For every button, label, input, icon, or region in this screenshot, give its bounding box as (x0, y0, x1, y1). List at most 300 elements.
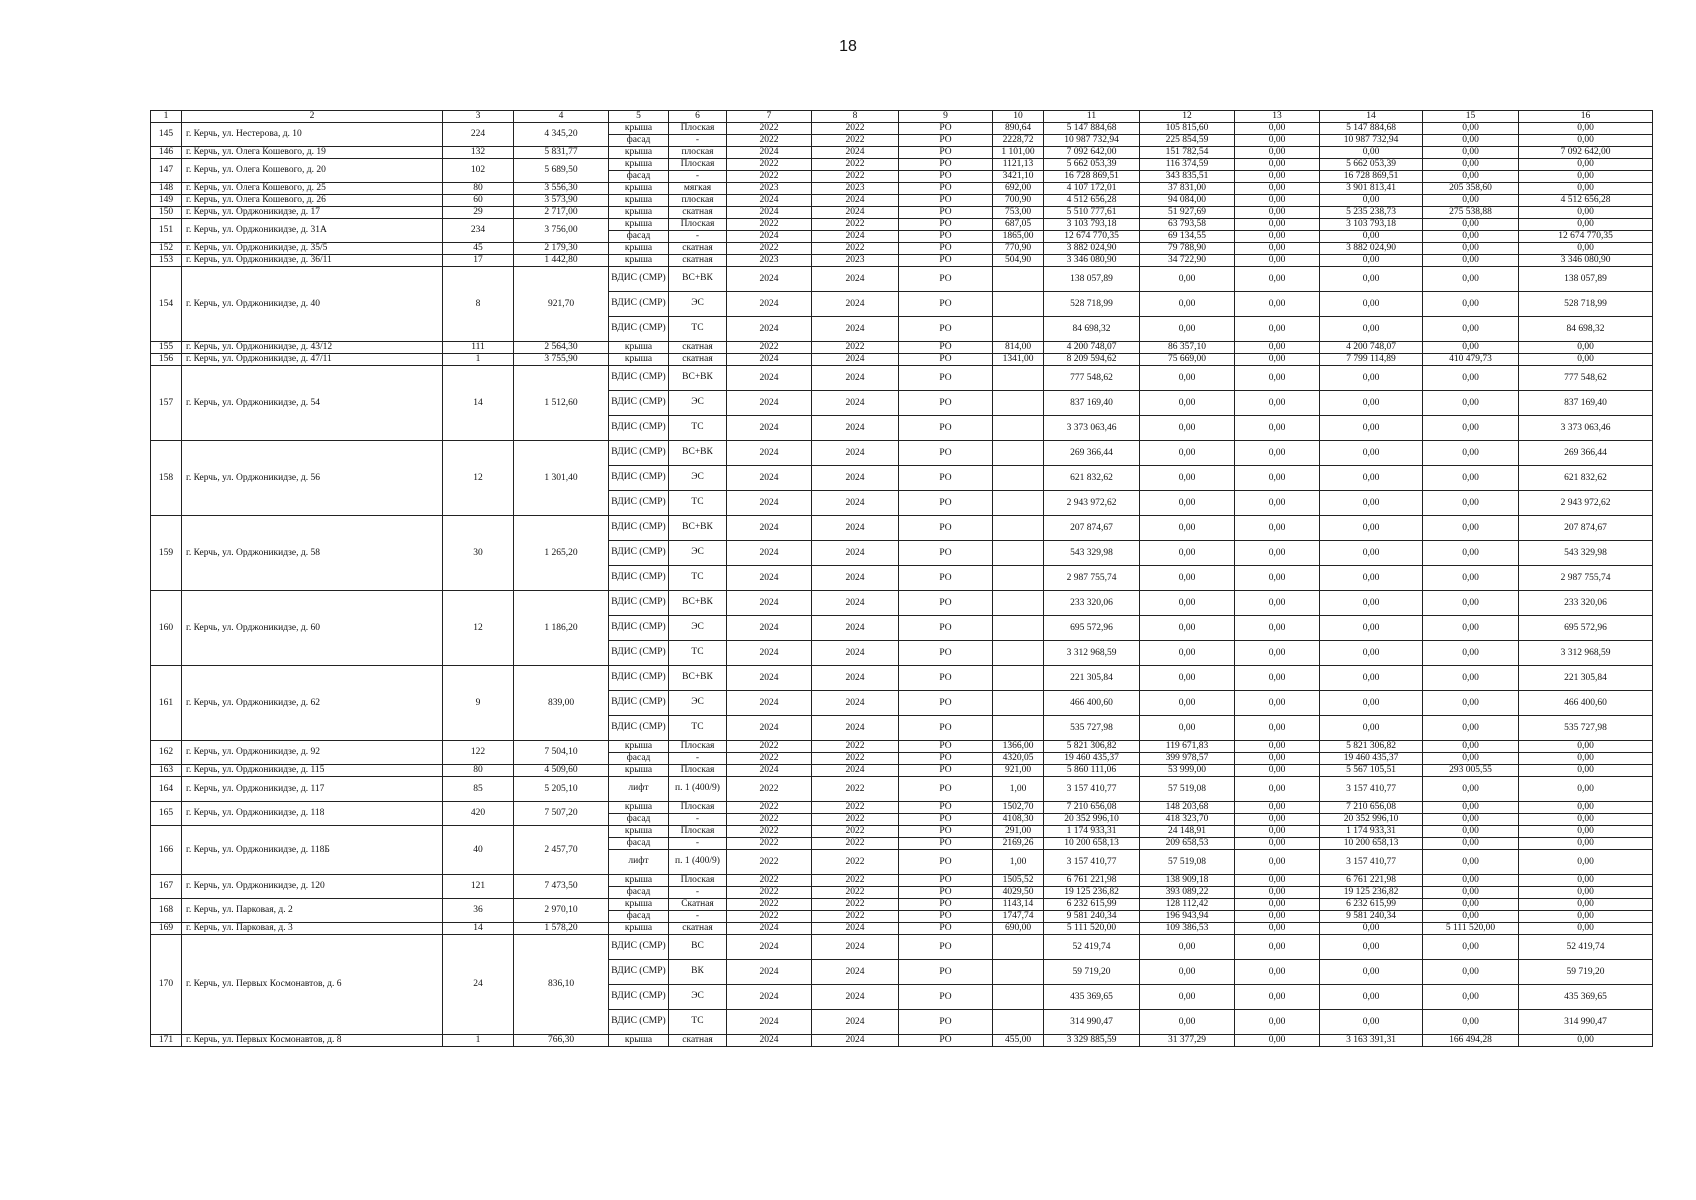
col13-cell: 0,00 (1235, 1010, 1320, 1035)
col15-cell: 0,00 (1423, 292, 1519, 317)
col16-cell: 0,00 (1519, 171, 1653, 183)
year-start-cell: 2022 (727, 826, 812, 838)
area-cell: 1 186,20 (514, 591, 609, 666)
roof-type-cell: ЭС (669, 541, 727, 566)
funding-source-cell: РО (899, 231, 993, 243)
col13-cell: 0,00 (1235, 666, 1320, 691)
col14-cell: 0,00 (1320, 516, 1423, 541)
row-number-cell: 151 (151, 219, 182, 243)
roof-type-cell: - (669, 171, 727, 183)
volume-cell: 504,90 (993, 255, 1044, 267)
col13-cell: 0,00 (1235, 292, 1320, 317)
col16-cell: 0,00 (1519, 899, 1653, 911)
col16-cell: 621 832,62 (1519, 466, 1653, 491)
col15-cell: 0,00 (1423, 666, 1519, 691)
table-row (151, 267, 1653, 292)
address-cell: г. Керчь, ул. Орджоникидзе, д. 115 (182, 765, 443, 777)
work-type-cell: крыша (609, 741, 669, 753)
area-cell: 3 556,30 (514, 183, 609, 195)
col15-cell: 166 494,28 (1423, 1035, 1519, 1047)
address-cell: г. Керчь, ул. Орджоникидзе, д. 54 (182, 366, 443, 441)
area-cell: 1 301,40 (514, 441, 609, 516)
total-cost-cell: 4 107 172,01 (1044, 183, 1140, 195)
col15-cell: 0,00 (1423, 416, 1519, 441)
volume-cell (993, 960, 1044, 985)
col16-cell: 3 312 968,59 (1519, 641, 1653, 666)
work-type-cell: фасад (609, 814, 669, 826)
year-start-cell: 2023 (727, 183, 812, 195)
volume-cell: 921,00 (993, 765, 1044, 777)
year-start-cell: 2024 (727, 195, 812, 207)
table-row (151, 354, 1653, 366)
roof-type-cell: Плоская (669, 219, 727, 231)
col16-cell: 0,00 (1519, 741, 1653, 753)
roof-type-cell: плоская (669, 195, 727, 207)
col14-cell: 0,00 (1320, 292, 1423, 317)
col14-cell: 5 147 884,68 (1320, 123, 1423, 135)
col16-cell: 314 990,47 (1519, 1010, 1653, 1035)
area-cell: 5 205,10 (514, 777, 609, 802)
year-end-cell: 2024 (812, 691, 899, 716)
year-start-cell: 2024 (727, 691, 812, 716)
col12-cell: 418 323,70 (1140, 814, 1235, 826)
col16-cell: 0,00 (1519, 354, 1653, 366)
funding-source-cell: РО (899, 354, 993, 366)
col12-cell: 0,00 (1140, 616, 1235, 641)
column-header-4: 4 (514, 111, 609, 123)
area-cell: 3 755,90 (514, 354, 609, 366)
roof-type-cell: ВК (669, 960, 727, 985)
year-end-cell: 2022 (812, 171, 899, 183)
col12-cell: 148 203,68 (1140, 802, 1235, 814)
col12-cell: 105 815,60 (1140, 123, 1235, 135)
col14-cell: 0,00 (1320, 441, 1423, 466)
col13-cell: 0,00 (1235, 741, 1320, 753)
year-end-cell: 2022 (812, 887, 899, 899)
roof-type-cell: ЭС (669, 985, 727, 1010)
volume-cell (993, 716, 1044, 741)
funding-source-cell: РО (899, 516, 993, 541)
col15-cell: 0,00 (1423, 267, 1519, 292)
col13-cell: 0,00 (1235, 342, 1320, 354)
volume-cell: 753,00 (993, 207, 1044, 219)
col12-cell: 0,00 (1140, 466, 1235, 491)
year-end-cell: 2022 (812, 741, 899, 753)
year-end-cell: 2022 (812, 135, 899, 147)
apartments-count-cell: 122 (443, 741, 514, 765)
total-cost-cell: 3 157 410,77 (1044, 850, 1140, 875)
column-header-7: 7 (727, 111, 812, 123)
volume-cell (993, 985, 1044, 1010)
col16-cell: 0,00 (1519, 207, 1653, 219)
row-number-cell: 165 (151, 802, 182, 826)
work-type-cell: ВДИС (СМР) (609, 441, 669, 466)
year-start-cell: 2024 (727, 231, 812, 243)
apartments-count-cell: 40 (443, 826, 514, 875)
table-row (151, 255, 1653, 267)
total-cost-cell: 8 209 594,62 (1044, 354, 1140, 366)
work-type-cell: ВДИС (СМР) (609, 391, 669, 416)
col15-cell: 0,00 (1423, 135, 1519, 147)
work-type-cell: крыша (609, 183, 669, 195)
col12-cell: 57 519,08 (1140, 850, 1235, 875)
total-cost-cell: 4 512 656,28 (1044, 195, 1140, 207)
col12-cell: 343 835,51 (1140, 171, 1235, 183)
year-end-cell: 2022 (812, 899, 899, 911)
col14-cell: 3 901 813,41 (1320, 183, 1423, 195)
work-type-cell: фасад (609, 135, 669, 147)
volume-cell: 2169,26 (993, 838, 1044, 850)
work-type-cell: ВДИС (СМР) (609, 292, 669, 317)
apartments-count-cell: 60 (443, 195, 514, 207)
year-end-cell: 2022 (812, 838, 899, 850)
area-cell: 1 512,60 (514, 366, 609, 441)
area-cell: 7 504,10 (514, 741, 609, 765)
roof-type-cell: ВС+ВК (669, 666, 727, 691)
roof-type-cell: ТС (669, 566, 727, 591)
col12-cell: 53 999,00 (1140, 765, 1235, 777)
roof-type-cell: ТС (669, 491, 727, 516)
volume-cell (993, 566, 1044, 591)
year-start-cell: 2024 (727, 267, 812, 292)
column-header-8: 8 (812, 111, 899, 123)
col13-cell: 0,00 (1235, 207, 1320, 219)
col15-cell: 5 111 520,00 (1423, 923, 1519, 935)
header-row (151, 111, 1653, 123)
volume-cell: 1,00 (993, 850, 1044, 875)
roof-type-cell: - (669, 887, 727, 899)
address-cell: г. Керчь, ул. Олега Кошевого, д. 26 (182, 195, 443, 207)
year-start-cell: 2024 (727, 441, 812, 466)
year-start-cell: 2022 (727, 838, 812, 850)
roof-type-cell: Плоская (669, 123, 727, 135)
year-end-cell: 2022 (812, 777, 899, 802)
column-header-6: 6 (669, 111, 727, 123)
col15-cell: 275 538,88 (1423, 207, 1519, 219)
apartments-count-cell: 121 (443, 875, 514, 899)
volume-cell: 1341,00 (993, 354, 1044, 366)
work-type-cell: крыша (609, 875, 669, 887)
row-number-cell: 154 (151, 267, 182, 342)
roof-type-cell: скатная (669, 923, 727, 935)
year-end-cell: 2024 (812, 923, 899, 935)
col14-cell: 0,00 (1320, 147, 1423, 159)
col12-cell: 116 374,59 (1140, 159, 1235, 171)
address-cell: г. Керчь, ул. Орджоникидзе, д. 117 (182, 777, 443, 802)
total-cost-cell: 3 373 063,46 (1044, 416, 1140, 441)
year-start-cell: 2022 (727, 219, 812, 231)
col16-cell: 0,00 (1519, 219, 1653, 231)
table-row (151, 207, 1653, 219)
col15-cell: 0,00 (1423, 1010, 1519, 1035)
col12-cell: 0,00 (1140, 716, 1235, 741)
year-end-cell: 2024 (812, 616, 899, 641)
funding-source-cell: РО (899, 159, 993, 171)
work-type-cell: крыша (609, 765, 669, 777)
column-header-11: 11 (1044, 111, 1140, 123)
work-type-cell: ВДИС (СМР) (609, 591, 669, 616)
col13-cell: 0,00 (1235, 441, 1320, 466)
year-start-cell: 2022 (727, 171, 812, 183)
col15-cell: 0,00 (1423, 255, 1519, 267)
volume-cell: 770,90 (993, 243, 1044, 255)
year-start-cell: 2024 (727, 1010, 812, 1035)
col15-cell: 0,00 (1423, 231, 1519, 243)
area-cell: 7 473,50 (514, 875, 609, 899)
roof-type-cell: ВС+ВК (669, 267, 727, 292)
col16-cell: 0,00 (1519, 753, 1653, 765)
col12-cell: 196 943,94 (1140, 911, 1235, 923)
work-type-cell: ВДИС (СМР) (609, 466, 669, 491)
year-end-cell: 2022 (812, 243, 899, 255)
work-type-cell: фасад (609, 887, 669, 899)
address-cell: г. Керчь, ул. Орджоникидзе, д. 118Б (182, 826, 443, 875)
col16-cell: 3 346 080,90 (1519, 255, 1653, 267)
address-cell: г. Керчь, ул. Орджоникидзе, д. 17 (182, 207, 443, 219)
col13-cell: 0,00 (1235, 753, 1320, 765)
year-start-cell: 2024 (727, 416, 812, 441)
col16-cell: 269 366,44 (1519, 441, 1653, 466)
total-cost-cell: 5 510 777,61 (1044, 207, 1140, 219)
col13-cell: 0,00 (1235, 591, 1320, 616)
table-body (151, 123, 1653, 1047)
year-start-cell: 2024 (727, 935, 812, 960)
col15-cell: 0,00 (1423, 342, 1519, 354)
col16-cell: 7 092 642,00 (1519, 147, 1653, 159)
col12-cell: 225 854,59 (1140, 135, 1235, 147)
volume-cell: 291,00 (993, 826, 1044, 838)
funding-source-cell: РО (899, 243, 993, 255)
volume-cell: 1502,70 (993, 802, 1044, 814)
volume-cell: 814,00 (993, 342, 1044, 354)
col15-cell: 410 479,73 (1423, 354, 1519, 366)
volume-cell (993, 491, 1044, 516)
col15-cell: 0,00 (1423, 171, 1519, 183)
col15-cell: 0,00 (1423, 850, 1519, 875)
funding-source-cell: РО (899, 826, 993, 838)
year-end-cell: 2024 (812, 317, 899, 342)
col16-cell: 12 674 770,35 (1519, 231, 1653, 243)
volume-cell (993, 317, 1044, 342)
col12-cell: 51 927,69 (1140, 207, 1235, 219)
funding-source-cell: РО (899, 1035, 993, 1047)
address-cell: г. Керчь, ул. Парковая, д. 2 (182, 899, 443, 923)
col14-cell: 0,00 (1320, 391, 1423, 416)
col12-cell: 119 671,83 (1140, 741, 1235, 753)
col14-cell: 7 210 656,08 (1320, 802, 1423, 814)
address-cell: г. Керчь, ул. Орджоникидзе, д. 47/11 (182, 354, 443, 366)
funding-source-cell: РО (899, 887, 993, 899)
col13-cell: 0,00 (1235, 541, 1320, 566)
funding-source-cell: РО (899, 317, 993, 342)
col12-cell: 63 793,58 (1140, 219, 1235, 231)
col13-cell: 0,00 (1235, 716, 1320, 741)
total-cost-cell: 84 698,32 (1044, 317, 1140, 342)
roof-type-cell: Плоская (669, 159, 727, 171)
col13-cell: 0,00 (1235, 985, 1320, 1010)
volume-cell (993, 641, 1044, 666)
row-number-cell: 169 (151, 923, 182, 935)
year-start-cell: 2024 (727, 292, 812, 317)
col12-cell: 0,00 (1140, 366, 1235, 391)
year-end-cell: 2022 (812, 814, 899, 826)
apartments-count-cell: 111 (443, 342, 514, 354)
col14-cell: 0,00 (1320, 591, 1423, 616)
col16-cell: 207 874,67 (1519, 516, 1653, 541)
col13-cell: 0,00 (1235, 850, 1320, 875)
year-start-cell: 2024 (727, 207, 812, 219)
total-cost-cell: 528 718,99 (1044, 292, 1140, 317)
year-end-cell: 2024 (812, 960, 899, 985)
year-start-cell: 2024 (727, 765, 812, 777)
roof-type-cell: Плоская (669, 802, 727, 814)
apartments-count-cell: 1 (443, 354, 514, 366)
row-number-cell: 146 (151, 147, 182, 159)
work-type-cell: крыша (609, 243, 669, 255)
area-cell: 1 578,20 (514, 923, 609, 935)
funding-source-cell: РО (899, 814, 993, 826)
funding-source-cell: РО (899, 899, 993, 911)
volume-cell: 700,90 (993, 195, 1044, 207)
col15-cell: 0,00 (1423, 219, 1519, 231)
year-end-cell: 2022 (812, 911, 899, 923)
funding-source-cell: РО (899, 741, 993, 753)
col15-cell: 0,00 (1423, 741, 1519, 753)
work-type-cell: крыша (609, 159, 669, 171)
work-type-cell: крыша (609, 123, 669, 135)
address-cell: г. Керчь, ул. Орджоникидзе, д. 120 (182, 875, 443, 899)
year-start-cell: 2024 (727, 541, 812, 566)
col12-cell: 0,00 (1140, 541, 1235, 566)
col16-cell: 52 419,74 (1519, 935, 1653, 960)
column-header-9: 9 (899, 111, 993, 123)
total-cost-cell: 52 419,74 (1044, 935, 1140, 960)
col12-cell: 31 377,29 (1140, 1035, 1235, 1047)
col16-cell: 435 369,65 (1519, 985, 1653, 1010)
col15-cell: 0,00 (1423, 826, 1519, 838)
row-number-cell: 149 (151, 195, 182, 207)
total-cost-cell: 2 987 755,74 (1044, 566, 1140, 591)
volume-cell (993, 267, 1044, 292)
col16-cell: 0,00 (1519, 342, 1653, 354)
year-end-cell: 2024 (812, 231, 899, 243)
row-number-cell: 171 (151, 1035, 182, 1047)
area-cell: 5 689,50 (514, 159, 609, 183)
volume-cell: 1,00 (993, 777, 1044, 802)
col16-cell: 84 698,32 (1519, 317, 1653, 342)
col14-cell: 19 460 435,37 (1320, 753, 1423, 765)
volume-cell: 3421,10 (993, 171, 1044, 183)
address-cell: г. Керчь, ул. Первых Космонавтов, д. 6 (182, 935, 443, 1035)
address-cell: г. Керчь, ул. Орджоникидзе, д. 35/5 (182, 243, 443, 255)
col12-cell: 0,00 (1140, 1010, 1235, 1035)
col15-cell: 0,00 (1423, 802, 1519, 814)
address-cell: г. Керчь, ул. Первых Космонавтов, д. 8 (182, 1035, 443, 1047)
year-start-cell: 2022 (727, 850, 812, 875)
roof-type-cell: Плоская (669, 765, 727, 777)
volume-cell (993, 666, 1044, 691)
year-start-cell: 2023 (727, 255, 812, 267)
year-end-cell: 2024 (812, 366, 899, 391)
row-number-cell: 156 (151, 354, 182, 366)
funding-source-cell: РО (899, 566, 993, 591)
column-header-14: 14 (1320, 111, 1423, 123)
col14-cell: 3 882 024,90 (1320, 243, 1423, 255)
volume-cell: 2228,72 (993, 135, 1044, 147)
roof-type-cell: ТС (669, 1010, 727, 1035)
year-end-cell: 2022 (812, 753, 899, 765)
table-row (151, 195, 1653, 207)
col15-cell: 0,00 (1423, 691, 1519, 716)
col16-cell: 0,00 (1519, 183, 1653, 195)
work-type-cell: крыша (609, 899, 669, 911)
col15-cell: 0,00 (1423, 441, 1519, 466)
work-type-cell: ВДИС (СМР) (609, 641, 669, 666)
work-type-cell: ВДИС (СМР) (609, 416, 669, 441)
col16-cell: 0,00 (1519, 814, 1653, 826)
row-number-cell: 145 (151, 123, 182, 147)
col13-cell: 0,00 (1235, 641, 1320, 666)
total-cost-cell: 7 092 642,00 (1044, 147, 1140, 159)
roof-type-cell: - (669, 814, 727, 826)
funding-source-cell: РО (899, 935, 993, 960)
funding-source-cell: РО (899, 441, 993, 466)
col14-cell: 3 103 793,18 (1320, 219, 1423, 231)
apartments-count-cell: 80 (443, 183, 514, 195)
total-cost-cell: 5 821 306,82 (1044, 741, 1140, 753)
roof-type-cell: п. 1 (400/9) (669, 850, 727, 875)
year-start-cell: 2024 (727, 985, 812, 1010)
row-number-cell: 153 (151, 255, 182, 267)
area-cell: 2 179,30 (514, 243, 609, 255)
col16-cell: 0,00 (1519, 911, 1653, 923)
work-type-cell: крыша (609, 826, 669, 838)
col13-cell: 0,00 (1235, 416, 1320, 441)
row-number-cell: 150 (151, 207, 182, 219)
funding-source-cell: РО (899, 135, 993, 147)
total-cost-cell: 5 860 111,06 (1044, 765, 1140, 777)
work-type-cell: крыша (609, 923, 669, 935)
row-number-cell: 155 (151, 342, 182, 354)
year-start-cell: 2022 (727, 899, 812, 911)
total-cost-cell: 233 320,06 (1044, 591, 1140, 616)
roof-type-cell: ЭС (669, 616, 727, 641)
row-number-cell: 162 (151, 741, 182, 765)
total-cost-cell: 9 581 240,34 (1044, 911, 1140, 923)
col12-cell: 0,00 (1140, 666, 1235, 691)
address-cell: г. Керчь, ул. Орджоникидзе, д. 62 (182, 666, 443, 741)
address-cell: г. Керчь, ул. Орджоникидзе, д. 92 (182, 741, 443, 765)
roof-type-cell: ВС+ВК (669, 591, 727, 616)
area-cell: 7 507,20 (514, 802, 609, 826)
row-number-cell: 152 (151, 243, 182, 255)
year-end-cell: 2023 (812, 183, 899, 195)
col16-cell: 0,00 (1519, 777, 1653, 802)
col15-cell: 0,00 (1423, 491, 1519, 516)
col15-cell: 0,00 (1423, 616, 1519, 641)
col16-cell: 695 572,96 (1519, 616, 1653, 641)
roof-type-cell: ВС (669, 935, 727, 960)
col13-cell: 0,00 (1235, 923, 1320, 935)
table-row (151, 802, 1653, 814)
address-cell: г. Керчь, ул. Нестерова, д. 10 (182, 123, 443, 147)
volume-cell (993, 366, 1044, 391)
col13-cell: 0,00 (1235, 887, 1320, 899)
funding-source-cell: РО (899, 716, 993, 741)
col14-cell: 3 157 410,77 (1320, 777, 1423, 802)
col15-cell: 0,00 (1423, 566, 1519, 591)
apartments-count-cell: 102 (443, 159, 514, 183)
